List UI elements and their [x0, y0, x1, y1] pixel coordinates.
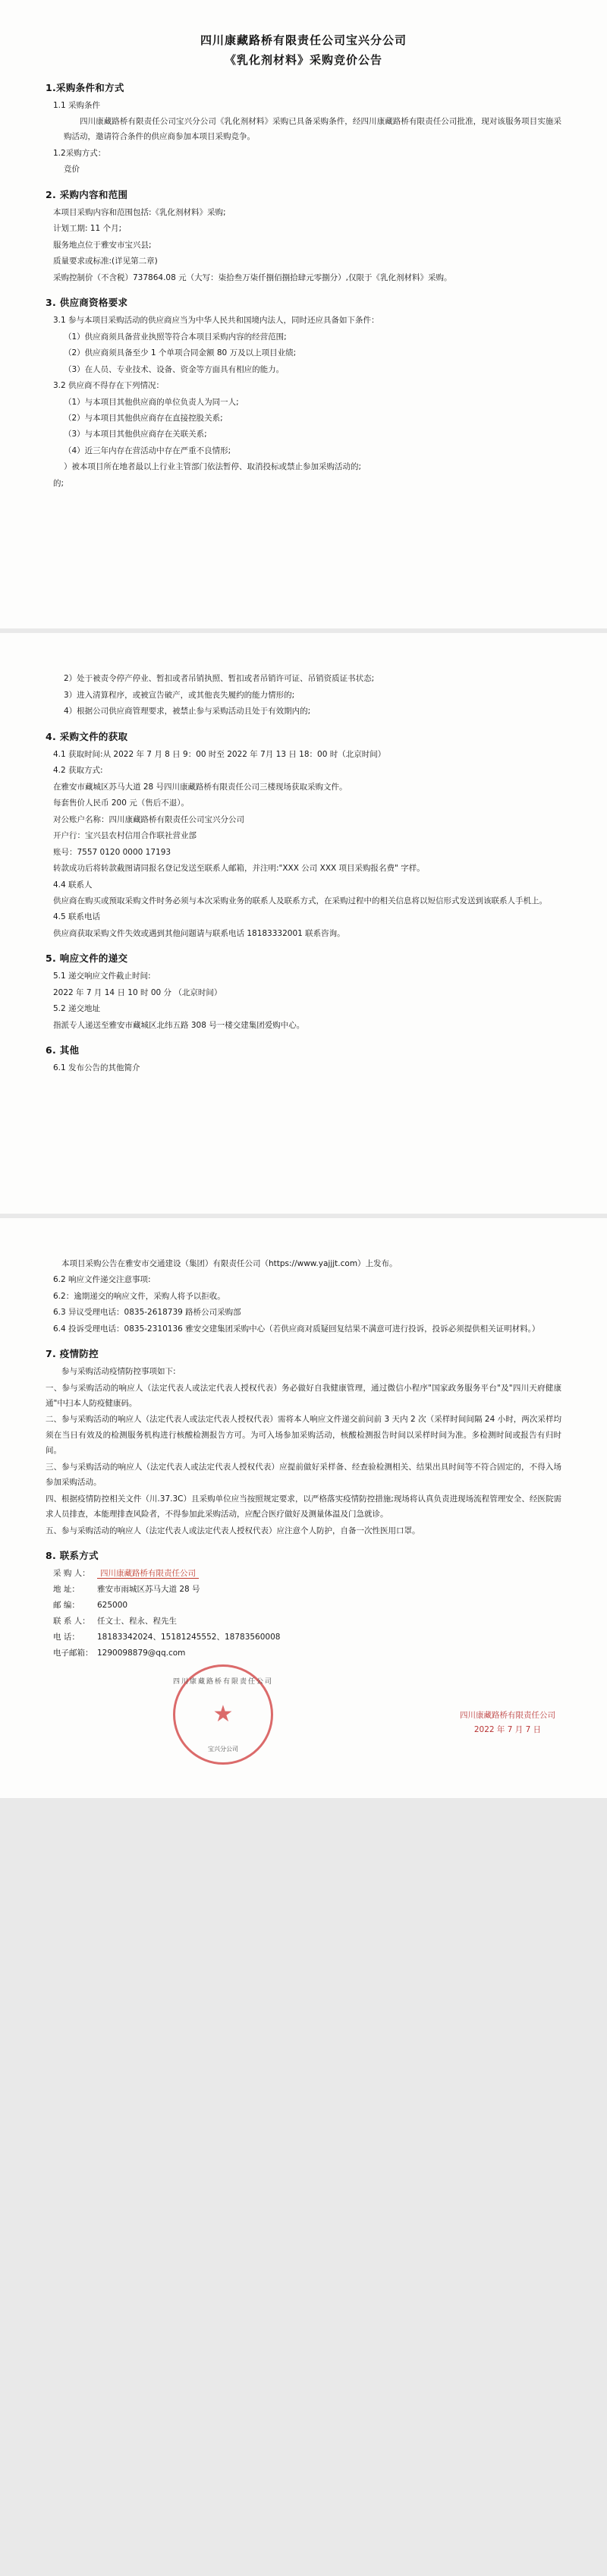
- contact-value: 雅安市雨城区苏马大道 28 号: [97, 1585, 200, 1595]
- paragraph: （2）供应商须具备至少 1 个单项合同金额 80 万及以上项目业绩;: [64, 348, 297, 358]
- seal-top-text: 四川康藏路桥有限责任公司: [172, 1678, 274, 1686]
- paragraph: （4）近三年内存在营活动中存在严重不良情形;: [64, 446, 231, 455]
- title-line-1: 四川康藏路桥有限责任公司宝兴分公司: [200, 33, 407, 47]
- paragraph: 的;: [53, 478, 64, 488]
- page-bottom-whitespace: [46, 492, 561, 606]
- paragraph: 开户行：宝兴县农村信用合作联社营业部: [53, 831, 197, 841]
- contact-label: 邮 编：: [53, 1601, 80, 1611]
- contact-value: 任文士、程永、程先生: [97, 1617, 177, 1627]
- paragraph: 五、参与采购活动的响应人（法定代表人或法定代表人授权代表）应注意个人防护，自备一次性医用口罩。: [46, 1526, 420, 1535]
- page-bottom-whitespace: [46, 1077, 561, 1191]
- paragraph: 6.2：逾期递交的响应文件，采购人将予以拒收。: [53, 1291, 225, 1301]
- section-heading-1: 1.采购条件和方式: [46, 81, 124, 93]
- paragraph: 转款成功后将转款截图请同报名登记发送至联系人邮箱，并注明:"XXX 公司 XXX 项目采购报名费" 字样。: [53, 864, 425, 874]
- signature-block: [46, 1661, 561, 1775]
- paragraph: 4.1 获取时间:从 2022 年 7 月 8 日 9：00 时至 2022 年 7月 13 日 18：00 时（北京时间）: [53, 749, 386, 759]
- paragraph: 4）根据公司供应商管理要求，被禁止参与采购活动且处于有效期内的;: [64, 707, 311, 716]
- paragraph: 4.4 联系人: [53, 880, 93, 890]
- paragraph: 3）进入清算程序，或被宣告破产，或其他丧失履约的能力情形的;: [64, 690, 295, 700]
- contact-email: [46, 1645, 561, 1661]
- signer-date: 2022 年 7 月 7 日: [473, 1725, 542, 1735]
- paragraph: 3.1 参与本项目采购活动的供应商应当为中华人民共和国境内法人，同时还应具备如下条件：: [53, 316, 379, 326]
- contact-label: 采 购 人：: [53, 1569, 90, 1579]
- paragraph: 四、根据疫情防控相关文件（川.37.3C）且采购单位应当按照规定要求，以严格落实疫情防控措施;现场将认真负责进现场流程管理安全、经医院需求人员排查，本能理排查风险者，不得参加此采购活动，应配合医疗做好及测量体温及门急就诊。: [46, 1494, 561, 1519]
- contact-value: 四川康藏路桥有限责任公司: [97, 1569, 199, 1579]
- paragraph: （3）在人员、专业技术、设备、资金等方面具有相应的能力。: [64, 364, 285, 374]
- contact-label: 地 址：: [53, 1585, 80, 1595]
- paragraph: 供应商获取采购文件失效或遇到其他问题请与联系电话 18183332001 联系咨询。: [53, 928, 345, 938]
- paragraph: 4.2 获取方式:: [53, 766, 103, 776]
- seal-bottom-text: 宝兴分公司: [208, 1746, 238, 1753]
- document-sheet-3: [0, 1214, 607, 1799]
- contact-value: 1290098879@qq.com: [97, 1649, 186, 1658]
- paragraph: 参与采购活动疫情防控事项如下:: [61, 1367, 176, 1377]
- contact-label: 电 话：: [53, 1633, 80, 1642]
- company-seal-stamp: [173, 1664, 273, 1765]
- paragraph: 竞价: [64, 165, 80, 175]
- section-heading-2: 2. 采购内容和范围: [46, 188, 128, 200]
- paragraph: 服务地点位于雅安市宝兴县;: [53, 240, 152, 250]
- paragraph: 5.1 递交响应文件截止时间:: [53, 972, 151, 981]
- section-heading-7: 7. 疫情防控: [46, 1348, 99, 1360]
- paragraph: 账号：7557 0120 0000 17193: [53, 847, 171, 857]
- seal-star-icon: ★: [212, 1701, 234, 1728]
- contact-label: 电子邮箱：: [53, 1649, 93, 1658]
- section-heading-3: 3. 供应商资格要求: [46, 297, 128, 309]
- paragraph: 三、参与采购活动的响应人（法定代表人或法定代表人授权代表）应提前做好采样备、经查验检测相关、结果出具时间等不符合固定的，不得入场参加采购活动。: [46, 1462, 561, 1488]
- contact-purchaser: [46, 1566, 561, 1582]
- paragraph: 指派专人递送至雅安市藏城区北纬五路 308 号一楼交建集团爱购中心。: [53, 1020, 305, 1030]
- document-sheet-1: [0, 0, 607, 628]
- document-sheet-2: [0, 628, 607, 1213]
- paragraph: 本项目采购内容和范围包括:《乳化剂材料》采购;: [53, 207, 226, 217]
- paragraph: （3）与本项目其他供应商存在关联关系;: [64, 430, 207, 439]
- paragraph: 对公账户名称：四川康藏路桥有限责任公司宝兴分公司: [53, 814, 244, 824]
- paragraph: 供应商在购买或预取采购文件时务必须与本次采购业务的联系人及联系方式，在采购过程中的相关信息将以短信形式发送到该联系人手机上。: [53, 896, 547, 905]
- paragraph: 每套售价人民币 200 元（售后不退）。: [53, 798, 189, 808]
- paragraph: 4.5 联系电话: [53, 912, 101, 922]
- contact-address: [46, 1582, 561, 1598]
- signer-info: [460, 1708, 555, 1737]
- contact-person: [46, 1614, 561, 1630]
- paragraph: （1）与本项目其他供应商的单位负责人为同一人;: [64, 397, 239, 407]
- paragraph: 1.1 采购条件: [53, 100, 101, 110]
- page-title: [46, 30, 561, 71]
- paragraph: 四川康藏路桥有限责任公司宝兴分公司《乳化剂材料》采购已具备采购条件，经四川康藏路桥有限责任公司批准，现对该服务项目实施采购活动，邀请符合条件的供应商参加本项目采购竞争。: [64, 116, 561, 142]
- contact-value: 18183342024、15181245552、18783560008: [97, 1633, 281, 1642]
- contact-value: 625000: [97, 1601, 128, 1611]
- contact-phone: [46, 1630, 561, 1645]
- paragraph: 5.2 递交地址: [53, 1004, 101, 1014]
- paragraph: ）被本项目所在地者最以上行业主管部门依法暂停、取消投标或禁止参加采购活动的;: [64, 462, 362, 472]
- contact-postcode: [46, 1598, 561, 1614]
- paragraph: 质量要求或标准:(详见第二章): [53, 257, 158, 266]
- paragraph: （1）供应商须具备营业执照等符合本项目采购内容的经营范围;: [64, 332, 287, 342]
- title-line-2: 《乳化剂材料》采购竞价公告: [224, 53, 382, 68]
- paragraph: 计划工期: 11 个月;: [53, 224, 122, 234]
- paragraph: 本项目采购公告在雅安市交通建设（集团）有限责任公司（https://www.yajjjt.com）上发布。: [61, 1258, 398, 1268]
- paragraph: 2）处于被责令停产停业、暂扣或者吊销执照、暂扣或者吊销许可证、吊销资质证书状态;: [64, 674, 375, 684]
- section-heading-8: 8. 联系方式: [46, 1550, 99, 1562]
- paragraph: （2）与本项目其他供应商存在直接控股关系;: [64, 414, 223, 423]
- paragraph: 6.4 投诉受理电话：0835-2310136 雅安交建集团采购中心（若供应商对质疑回复结果不满意可进行投诉，投诉必须提供相关证明材料。）: [53, 1324, 540, 1334]
- paragraph: 6.1 发布公告的其他简介: [53, 1063, 140, 1073]
- section-heading-4: 4. 采购文件的获取: [46, 730, 128, 742]
- paragraph: 6.3 异议受理电话：0835-2618739 路桥公司采购部: [53, 1308, 241, 1318]
- paragraph: 采购控制价（不含税）737864.08 元（大写：柒拾叁万柒仟捌佰捌拾肆元零捌分）,仅限于《乳化剂材料》采购。: [53, 272, 452, 282]
- paragraph: 一、参与采购活动的响应人（法定代表人或法定代表人授权代表）务必做好自我健康管理，通过微信小程序"国家政务服务平台"及"四川天府健康通"中扫本人防疫健康码。: [46, 1383, 561, 1408]
- section-heading-6: 6. 其他: [46, 1044, 80, 1057]
- paragraph: 在雅安市藏城区苏马大道 28 号四川康藏路桥有限责任公司三楼现场获取采购文件。: [53, 782, 348, 792]
- contact-label: 联 系 人：: [53, 1617, 90, 1627]
- paragraph: 1.2采购方式：: [53, 148, 106, 158]
- signer-company: 四川康藏路桥有限责任公司: [460, 1711, 555, 1721]
- paragraph: 6.2 响应文件递交注意事项:: [53, 1275, 151, 1285]
- paragraph: 2022 年 7 月 14 日 10 时 00 分 （北京时间）: [53, 987, 222, 997]
- section-heading-5: 5. 响应文件的递交: [46, 953, 128, 965]
- paragraph: 3.2 供应商不得存在下列情况：: [53, 381, 165, 391]
- paragraph: 二、参与采购活动的响应人（法定代表人或法定代表人授权代表）需将本人响应文件递交前问前 3 天内 2 次（采样时间间隔 24 小时，两次采样均须在当日有效及的检测服务机构进行核酸检测报告方可。为可入场参加采购活动，核酸检测报告时间以采样时间为准。多检测时间或报告有归时间。: [46, 1415, 561, 1456]
